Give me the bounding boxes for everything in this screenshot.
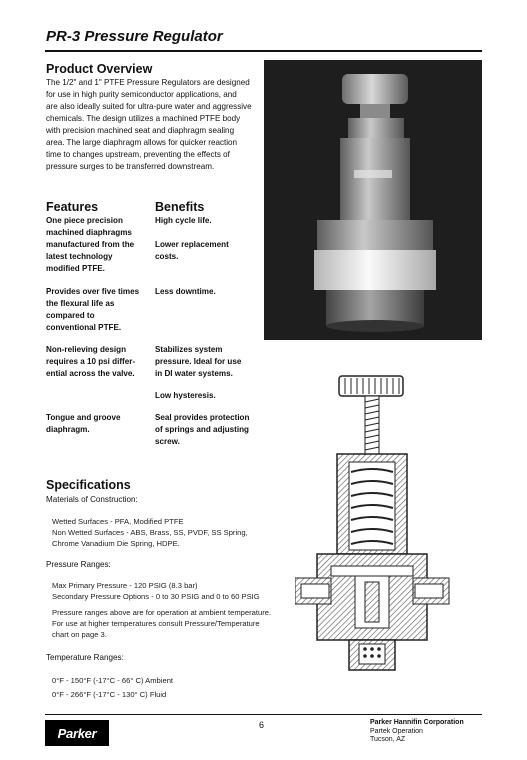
feature-item bbox=[46, 286, 139, 334]
feature-line: conventional PTFE. bbox=[46, 323, 122, 332]
benefit-line: in DI water systems. bbox=[155, 369, 233, 378]
overview-text bbox=[46, 77, 258, 173]
overview-line: time to changes upstream, preventing the effects of bbox=[46, 150, 230, 159]
page-title: PR-3 Pressure Regulator bbox=[46, 28, 223, 45]
header-rule bbox=[45, 50, 482, 52]
feature-line: One piece precision bbox=[46, 216, 123, 225]
footer-address bbox=[370, 719, 464, 745]
feature-item bbox=[46, 412, 121, 436]
benefit-line: Seal provides protection bbox=[155, 413, 250, 422]
benefit-line: Less downtime. bbox=[155, 287, 216, 296]
footer-rule bbox=[45, 714, 482, 715]
pressure-line: Secondary Pressure Options - 0 to 30 PSIG and 0 to 60 PSIG bbox=[52, 592, 260, 601]
parker-logo: Parker bbox=[45, 720, 109, 746]
pressure-line: Max Primary Pressure - 120 PSIG (8.3 bar) bbox=[52, 581, 198, 590]
location: Tucson, AZ bbox=[370, 736, 406, 743]
feature-line: manufactured from the bbox=[46, 240, 135, 249]
overview-line: The 1/2" and 1" PTFE Pressure Regulators are designed bbox=[46, 78, 250, 87]
temperature-line: 0°F - 266°F (-17°C - 130° C) Fluid bbox=[52, 690, 167, 699]
benefit-item bbox=[155, 286, 216, 298]
benefit-line: screw. bbox=[155, 437, 180, 446]
division-name: Partek Operation bbox=[370, 727, 423, 735]
materials-line: Non Wetted Surfaces - ABS, Brass, SS, PVDF, SS Spring, bbox=[52, 528, 248, 537]
benefit-line: costs. bbox=[155, 252, 179, 261]
materials-line: Wetted Surfaces - PFA, Modified PTFE bbox=[52, 517, 184, 526]
pressure-list bbox=[52, 580, 260, 602]
benefit-line: Low hysteresis. bbox=[155, 391, 216, 400]
feature-line: machined diaphragms bbox=[46, 228, 132, 237]
benefit-item bbox=[155, 412, 249, 448]
pressure-note bbox=[52, 607, 271, 640]
specifications-heading: Specifications bbox=[46, 478, 131, 492]
feature-line: diaphragm. bbox=[46, 425, 90, 434]
regulator-photo-illustration bbox=[264, 60, 482, 340]
materials-list bbox=[52, 516, 248, 549]
features-heading: Features bbox=[46, 200, 99, 214]
overview-line: area. The large diaphragm allows for quicker reaction bbox=[46, 138, 238, 147]
pressure-note-line: chart on page 3. bbox=[52, 630, 107, 639]
benefits-heading: Benefits bbox=[155, 200, 205, 214]
benefit-line: of springs and adjusting bbox=[155, 425, 249, 434]
materials-label: Materials of Construction: bbox=[46, 495, 138, 504]
feature-line: Tongue and groove bbox=[46, 413, 121, 422]
materials-line: Chrome Vanadium Die Spring, HDPE. bbox=[52, 539, 180, 548]
product-photo bbox=[264, 60, 482, 340]
benefit-item bbox=[155, 390, 216, 402]
feature-item bbox=[46, 344, 135, 380]
feature-line: compared to bbox=[46, 311, 95, 320]
overview-line: with precision machined seat and diaphragm sealing bbox=[46, 126, 235, 135]
benefit-line: pressure. Ideal for use bbox=[155, 357, 242, 366]
overview-line: chemicals. The design utilizes a machined PTFE body bbox=[46, 114, 241, 123]
overview-line: for use in high purity semiconductor applications, and bbox=[46, 90, 237, 99]
benefit-item bbox=[155, 344, 241, 380]
pressure-note-line: Pressure ranges above are for operation at ambient temperature. bbox=[52, 608, 272, 617]
feature-line: the flexural life as bbox=[46, 299, 115, 308]
overview-heading: Product Overview bbox=[46, 62, 153, 76]
feature-line: modified PTFE. bbox=[46, 264, 105, 273]
benefit-item bbox=[155, 215, 212, 227]
pressure-note-line: For use at higher temperatures consult Pressure/Temperature bbox=[52, 619, 260, 628]
temperature-list bbox=[52, 674, 173, 702]
page-number: 6 bbox=[259, 720, 265, 730]
regulator-cross-section-illustration bbox=[295, 372, 465, 704]
overview-line: are also ideally suited for ultra-pure water and aggressive bbox=[46, 102, 252, 111]
feature-line: latest technology bbox=[46, 252, 113, 261]
feature-line: Provides over five times bbox=[46, 287, 140, 296]
feature-line: requires a 10 psi differ- bbox=[46, 357, 136, 366]
benefit-line: Lower replacement bbox=[155, 240, 229, 249]
cross-section-diagram bbox=[295, 372, 465, 704]
feature-line: Non-relieving design bbox=[46, 345, 127, 354]
temperature-line: 0°F - 150°F (-17°C - 66° C) Ambient bbox=[52, 676, 174, 685]
temperature-label: Temperature Ranges: bbox=[46, 653, 124, 662]
benefit-item bbox=[155, 239, 229, 263]
benefit-line: High cycle life. bbox=[155, 216, 212, 225]
feature-line: ential across the valve. bbox=[46, 369, 135, 378]
overview-line: pressure surges to be transferred downstream. bbox=[46, 162, 215, 171]
benefit-line: Stabilizes system bbox=[155, 345, 223, 354]
pressure-label: Pressure Ranges: bbox=[46, 560, 111, 569]
feature-item bbox=[46, 215, 134, 275]
company-name: Parker Hannifin Corporation bbox=[370, 719, 464, 726]
